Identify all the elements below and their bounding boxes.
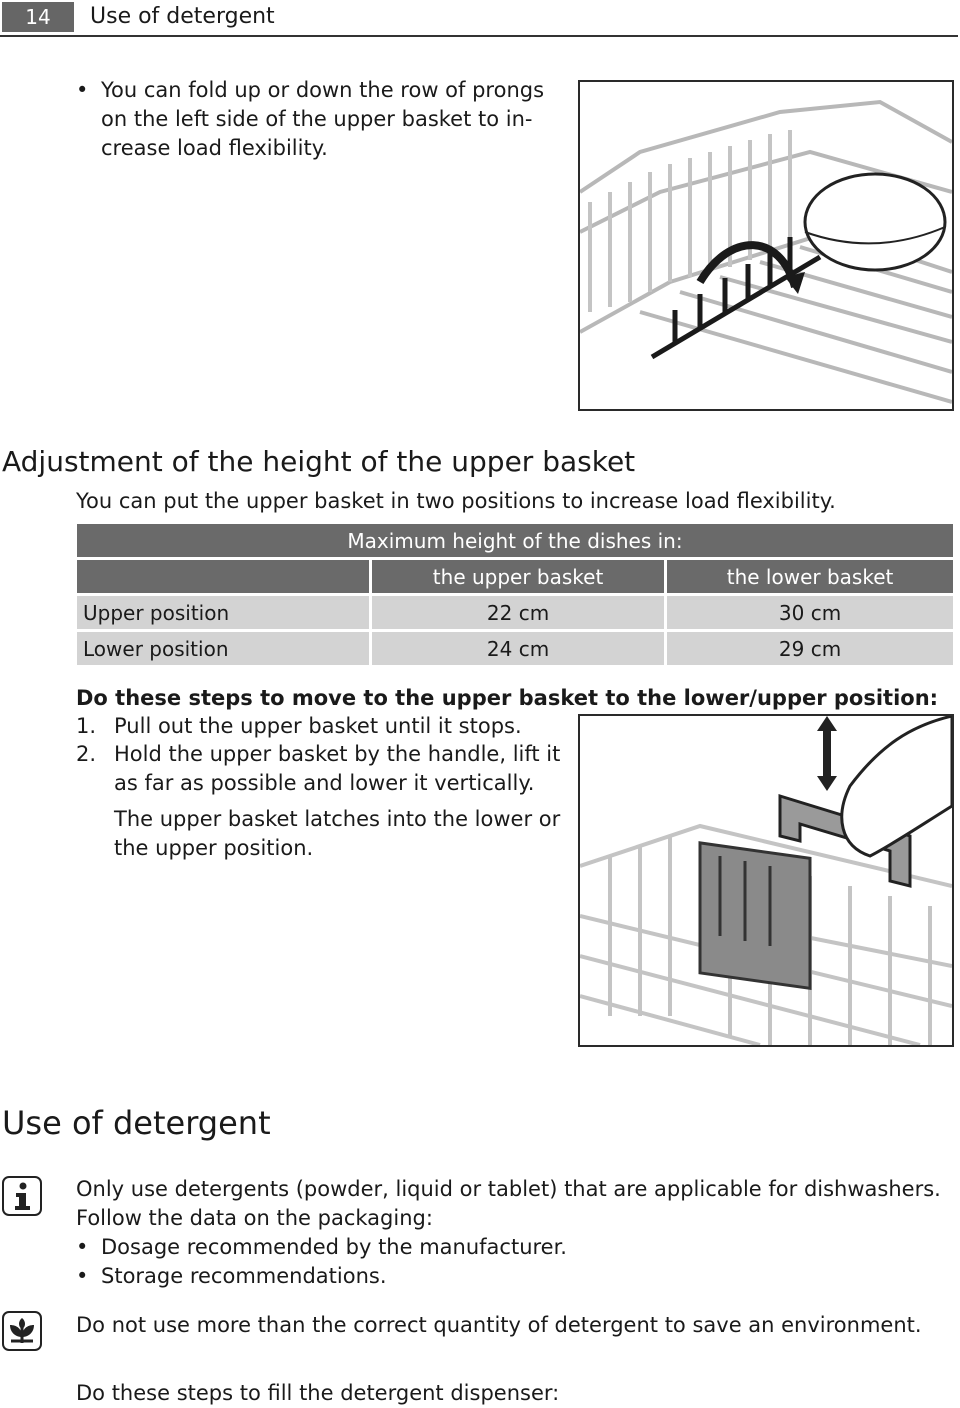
bullet-line: You can fold up or down the row of prongs	[101, 78, 545, 102]
detergent-bullet	[76, 1262, 387, 1291]
info-icon	[2, 1176, 42, 1216]
header-rule	[0, 35, 958, 37]
cell-value: 30 cm	[667, 596, 953, 629]
step-result: The upper basket latches into the lower or	[114, 807, 561, 831]
cell-value: 29 cm	[667, 632, 953, 665]
step-number: 1.	[76, 714, 97, 738]
info-icon-glyph	[9, 1181, 35, 1211]
detergent-heading: Use of detergent	[2, 1104, 271, 1142]
step-text: Hold the upper basket by the handle, lift it	[114, 742, 561, 766]
adjust-heading: Adjustment of the height of the upper basket	[2, 445, 636, 478]
row-label: Upper position	[77, 596, 369, 629]
table-caption: Maximum height of the dishes in:	[77, 524, 953, 557]
basket-height-table	[74, 521, 956, 668]
col-lower-basket: the lower basket	[667, 560, 953, 593]
detergent-info-line: Follow the data on the packaging:	[76, 1206, 433, 1230]
bullet-dot: •	[76, 1264, 89, 1288]
cell-value: 22 cm	[372, 596, 664, 629]
step-number: 2.	[76, 742, 97, 766]
step-result: the upper position.	[114, 836, 314, 860]
row-label: Lower position	[77, 632, 369, 665]
steps-title: Do these steps to move to the upper basket to the lower/upper position:	[76, 686, 939, 710]
detergent-bullet	[76, 1233, 567, 1262]
basket-prongs-drawing	[580, 82, 952, 409]
bullet-line: on the left side of the upper basket to in-	[101, 107, 533, 131]
fill-steps-intro: Do these steps to fill the detergent dispenser:	[76, 1381, 560, 1405]
bullet-line: crease load flexibility.	[101, 136, 328, 160]
environment-icon	[2, 1311, 42, 1351]
table-row	[77, 632, 953, 665]
bullet-dot: •	[76, 1235, 89, 1259]
basket-handle-drawing	[580, 716, 952, 1045]
bullet-text: Dosage recommended by the manufacturer.	[101, 1235, 567, 1259]
environment-text: Do not use more than the correct quantity of detergent to save an environment.	[76, 1313, 922, 1337]
double-arrow-icon	[817, 716, 837, 791]
table-corner	[77, 560, 369, 593]
handle-illustration	[578, 714, 954, 1047]
col-upper-basket: the upper basket	[372, 560, 664, 593]
environment-icon-glyph	[7, 1317, 37, 1345]
table-row	[77, 596, 953, 629]
cell-value: 24 cm	[372, 632, 664, 665]
step-text: Pull out the upper basket until it stops.	[114, 714, 522, 738]
bullet-text: Storage recommendations.	[101, 1264, 387, 1288]
header-title: Use of detergent	[90, 4, 275, 29]
prongs-bullet	[76, 76, 546, 163]
bullet-dot: •	[76, 78, 89, 102]
step-text: as far as possible and lower it vertically.	[114, 771, 535, 795]
detergent-info-line: Only use detergents (powder, liquid or tablet) that are applicable for dishwashers.	[76, 1177, 941, 1201]
adjust-intro: You can put the upper basket in two positions to increase load flexibility.	[76, 489, 836, 513]
prongs-illustration	[578, 80, 954, 411]
page-number: 14	[2, 2, 74, 32]
